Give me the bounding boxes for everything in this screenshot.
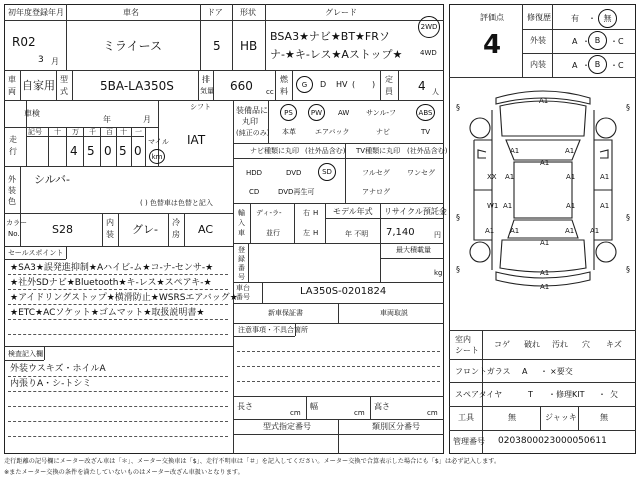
equip-aw: AW	[338, 109, 350, 117]
tv-analog: アナログ	[362, 188, 390, 196]
nav-cd: CD	[249, 188, 260, 196]
mileage-digit-1: 4	[70, 144, 78, 158]
tv-type-header: TV種類に丸印	[356, 147, 401, 155]
capacity-value: 4	[418, 79, 426, 93]
ext-grade-dot-1: ・	[582, 37, 590, 46]
spare-none: 欠	[610, 390, 618, 399]
interior-label-2: 装	[106, 230, 114, 239]
chassis-label-2: 番号	[236, 293, 250, 301]
import-rh-1: 右	[303, 209, 310, 217]
equipment-sub: (純正のみ)	[236, 129, 270, 137]
footer-note-2: ※またメーター交換の条件を満たしていないものはメーター改ざん車扱いとなります。	[4, 469, 244, 476]
fuel-label-1: 燃	[280, 75, 288, 84]
model-year-label: モデル年式	[333, 207, 373, 216]
spare-kit: 修理KIT	[556, 390, 585, 399]
nav-sd: SD	[322, 168, 332, 176]
repair-label: 修復歴	[527, 13, 551, 22]
drive-2wd: 2WD	[420, 23, 438, 31]
type-label-2: 式	[60, 87, 68, 96]
inspector-report-line-1: 外装ウスキズ・ホイルA	[10, 364, 106, 374]
diagram-mark-2: A1	[510, 147, 520, 155]
diagram-mark-8: A1	[503, 202, 513, 210]
length-unit: cm	[290, 409, 301, 417]
fuel-hv: HV	[336, 80, 348, 89]
ext-color: シルバ-	[34, 173, 70, 186]
sales-points-title: セールスポイント	[8, 249, 64, 257]
repair-no: 無	[603, 14, 612, 23]
equipment-title-2: 丸印	[242, 117, 258, 126]
displacement-label-1: 排	[202, 75, 210, 84]
displacement-value: 660	[230, 79, 253, 93]
notes-title: 注意事項・不具合箇所	[238, 326, 308, 334]
equip-ps: PS	[284, 108, 293, 117]
int-grade-b-circle	[588, 55, 607, 74]
spare-dot-2: ・	[598, 390, 606, 399]
color-no-label-2: No.	[8, 230, 20, 238]
side-marker-5: §	[456, 265, 460, 274]
mileage-col-5: 十	[120, 128, 127, 136]
mgmt-label: 管理番号	[453, 437, 485, 446]
inspection-year-unit: 年	[103, 115, 111, 124]
ext-grade-c: C	[618, 37, 624, 46]
width-label: 幅	[310, 402, 318, 411]
int-grade-b: B	[594, 60, 601, 69]
tv-oneseg: ワンセグ	[407, 169, 435, 177]
vehicle-row-label-1: 車	[8, 75, 16, 84]
capacity-label-2: 員	[385, 87, 393, 96]
seat-opt-hole: 穴	[582, 340, 590, 349]
spare-label: スペアタイヤ	[455, 390, 503, 399]
mileage-col-1: 十	[54, 128, 61, 136]
interior-label-1: 内	[106, 218, 114, 227]
grade-line-1: BSA3★ナビ★BT★FRソ	[270, 30, 390, 43]
ext-grade-b-circle	[588, 31, 607, 50]
diagram-mark-16: A1	[485, 227, 495, 235]
equip-airbag: エアバック	[315, 128, 350, 136]
mileage-label-2: 行	[9, 147, 17, 156]
int-grade-dot-1: ・	[582, 61, 590, 70]
vehicle-use: 自家用	[22, 79, 55, 92]
sales-point-4: ★ETC★ACソケット★ゴムマット★取扱説明書★	[10, 308, 205, 318]
diagram-mark-7: A1	[600, 173, 610, 181]
seat-opt-stain: 汚れ	[552, 340, 568, 349]
tv-fullseg: フルセグ	[362, 169, 390, 177]
int-grade-a: A	[572, 61, 578, 70]
equipment-title-1: 装備品に	[236, 106, 268, 115]
equip-pw-circle	[308, 104, 325, 121]
first-reg-label: 初年度登録年月	[8, 8, 64, 17]
reg-number-label-1: 登	[238, 246, 245, 254]
reg-month-unit: 月	[51, 57, 59, 66]
color-no-label: カラー	[6, 219, 27, 227]
mileage-col-2: 万	[72, 128, 79, 136]
diagram-mark-1: A1	[539, 97, 549, 105]
tv-type-header-sub: (社外品含む)	[407, 147, 448, 155]
mileage-unit-mile: マイル	[148, 138, 169, 146]
mgmt-value: 0203800023000050611	[498, 436, 607, 446]
ext-label-3: 色	[8, 197, 16, 206]
import-label-3: 車	[238, 229, 245, 237]
footer-note-1: 走行距離の記号欄にメーター改ざん車は「＊」、メーター交換車は「$」、走行不明車は「＃」を記入してください。メーター交換で合算表示した場合にも「$」は必ず記入します。	[4, 458, 501, 465]
width-unit: cm	[354, 409, 365, 417]
vehicle-row-label-2: 両	[8, 87, 16, 96]
equip-ps-circle	[280, 104, 297, 121]
equip-pw: PW	[310, 108, 323, 117]
mileage-label-1: 走	[9, 135, 17, 144]
fuel-paren-open: (	[352, 80, 356, 89]
jack-label: ジャッキ	[545, 413, 577, 422]
door-count: 5	[213, 39, 221, 53]
nav-dvd-play: DVD再生可	[278, 188, 315, 196]
spare-t: T	[528, 390, 533, 399]
side-marker-2: §	[626, 103, 630, 112]
equip-abs: ABS	[418, 108, 433, 117]
fuel-label-2: 料	[280, 87, 288, 96]
manual-label: 車両取説	[380, 309, 408, 317]
mileage-col-3: 千	[89, 128, 96, 136]
warranty-label: 新車保証書	[268, 309, 303, 317]
mileage-col-6: 一	[135, 128, 142, 136]
mileage-col-symbol: 記号	[28, 128, 42, 136]
tools-value: 無	[508, 413, 516, 422]
diagram-mark-12: XX	[487, 173, 497, 181]
import-label-1: 輸	[238, 209, 245, 217]
capacity-unit: 人	[432, 88, 439, 96]
diagram-mark-18: A1	[540, 269, 550, 277]
class-number-label: 類別区分番号	[372, 422, 420, 431]
ext-label-2: 装	[8, 186, 16, 195]
sales-point-3: ★アイドリングストップ★横滑防止★WSRSエアバッグ★	[10, 293, 238, 303]
score-label: 評価点	[480, 13, 504, 22]
grade-line-2: ナ-★キ-レス★Aストップ★	[270, 48, 403, 61]
ext-grade-b: B	[594, 36, 601, 45]
seat-opt-scratch: キズ	[606, 340, 622, 349]
car-name-label: 車名	[123, 8, 139, 17]
interior-grade-label: 内装	[530, 60, 546, 69]
drive-2wd-circle	[418, 16, 440, 38]
equip-sunroof: サンル-フ	[366, 109, 397, 117]
mileage-col-4: 百	[106, 128, 113, 136]
length-label: 長さ	[237, 402, 253, 411]
nav-hdd: HDD	[246, 169, 263, 177]
import-rh-2: H	[313, 209, 319, 217]
inspection-month-unit: 月	[143, 115, 151, 124]
import-label-2: 入	[238, 219, 245, 227]
reg-number-label-3: 番	[238, 264, 245, 272]
chassis-number: LA350S-0201824	[300, 286, 387, 297]
diagram-mark-11: A1	[540, 239, 550, 247]
seat-opt-burn: コゲ	[494, 340, 510, 349]
tools-label: 工具	[458, 413, 474, 422]
diagram-mark-17: A1	[590, 227, 600, 235]
ac-label-2: 房	[172, 230, 180, 239]
door-label: ドア	[207, 8, 223, 17]
inspection-label: 車検	[24, 109, 40, 118]
side-marker-6: §	[626, 265, 630, 274]
side-marker-1: §	[456, 103, 460, 112]
exterior-grade-label: 外装	[530, 36, 546, 45]
mileage-unit-km-circle	[149, 149, 165, 164]
diagram-mark-13: W1	[487, 202, 499, 210]
equip-airbag-circle	[308, 120, 346, 140]
capacity-label-1: 定	[385, 75, 393, 84]
equip-tv: TV	[421, 128, 431, 136]
ac-label-1: 冷	[172, 218, 180, 227]
import-dealer: ディ-ラ-	[256, 209, 282, 217]
type-code: 5BA-LA350S	[100, 79, 174, 93]
ext-grade-dot-2: ・	[610, 37, 618, 46]
seat-label-2: シート	[455, 346, 479, 355]
side-marker-4: §	[626, 213, 630, 222]
recycle-label: リサイクル預託金	[384, 207, 447, 216]
sales-point-1: ★SA3★誤発進抑制★Aハイビ-ム★コ-ナ-センサ-★	[10, 263, 214, 273]
ac-value: AC	[198, 223, 214, 236]
ext-label-1: 外	[8, 175, 16, 184]
front-glass-a: A	[522, 367, 528, 376]
front-glass-label: フロントガラス	[455, 367, 511, 376]
diagram-mark-10: A1	[600, 202, 610, 210]
nav-type-header-sub: (社外品含む)	[305, 147, 346, 155]
nav-type-header: ナビ種類に丸印	[250, 147, 299, 155]
mileage-unit-km: km	[151, 152, 163, 161]
drive-4wd: 4WD	[420, 49, 437, 57]
fuel-g: G	[301, 80, 308, 89]
side-marker-3: §	[456, 213, 460, 222]
sales-point-2: ★社外SDナビ★Bluetooth★キ-レス★スペアキ-★	[10, 278, 212, 288]
nav-dvd: DVD	[286, 169, 302, 177]
body-shape: HB	[240, 39, 258, 53]
reg-number-label-2: 録	[238, 255, 245, 263]
height-label: 高さ	[374, 402, 390, 411]
seat-opt-tear: 破れ	[524, 340, 540, 349]
reg-number-label-4: 号	[238, 273, 245, 281]
diagram-mark-9: A1	[566, 202, 576, 210]
front-glass-replace: ×要交	[550, 367, 573, 376]
repair-no-circle	[598, 9, 617, 28]
jack-value: 無	[600, 413, 608, 422]
repair-dot: ・	[588, 14, 596, 23]
equip-abs-circle	[416, 104, 435, 121]
type-label-1: 型	[60, 75, 68, 84]
shift-label: シフト	[190, 103, 211, 111]
ext-color-note: ( ) 色替車は色替と記入	[140, 199, 213, 207]
max-load-label: 最大積載量	[396, 246, 431, 254]
import-parallel: 並行	[266, 229, 280, 237]
front-glass-dot: ・	[540, 367, 548, 376]
mileage-digit-2: 5	[87, 144, 95, 158]
diagram-mark-5: A1	[505, 173, 515, 181]
reg-year: R02	[12, 35, 36, 49]
recycle-unit: 円	[434, 231, 441, 239]
ext-grade-a: A	[572, 37, 578, 46]
equip-navi: ナビ	[376, 128, 390, 136]
inspector-report-line-2: 内張りA・シ-トシミ	[10, 379, 92, 389]
fuel-g-circle	[296, 76, 313, 93]
height-unit: cm	[427, 409, 438, 417]
inspector-report-title: 検査記入欄	[8, 350, 43, 358]
spare-dot-1: ・	[548, 390, 556, 399]
fuel-paren-close: )	[372, 80, 376, 89]
diagram-mark-4: A1	[540, 159, 550, 167]
max-load-unit: kg	[434, 269, 443, 277]
type-approval-label: 型式指定番号	[263, 422, 311, 431]
seat-label-1: 室内	[455, 335, 471, 344]
model-year-value: 年 不明	[345, 230, 369, 238]
mileage-digit-4: 5	[119, 144, 127, 158]
interior-color: グレ-	[132, 223, 158, 236]
displacement-unit: cc	[266, 88, 274, 96]
chassis-label-1: 車台	[236, 284, 250, 292]
score-value: 4	[483, 30, 502, 60]
equip-leather: 本革	[282, 128, 296, 136]
diagram-mark-19: A1	[540, 283, 550, 291]
mileage-digit-3: 0	[104, 144, 112, 158]
repair-yes: 有	[571, 14, 579, 23]
diagram-mark-6: A1	[566, 173, 576, 181]
displacement-label-2: 気量	[200, 87, 214, 95]
grade-label: グレード	[325, 8, 357, 17]
shape-label: 形状	[240, 8, 256, 17]
recycle-value: 7,140	[386, 227, 415, 238]
fuel-d: D	[320, 80, 327, 89]
reg-month: 3	[38, 55, 44, 65]
import-lh-2: H	[313, 229, 319, 237]
diagram-mark-14: A1	[510, 227, 520, 235]
int-grade-dot-2: ・	[610, 61, 618, 70]
shift-value: IAT	[187, 133, 206, 147]
car-name: ミライース	[103, 39, 163, 53]
import-lh-1: 左	[303, 229, 310, 237]
nav-sd-circle	[318, 163, 336, 181]
color-no: S28	[52, 223, 73, 236]
int-grade-c: C	[618, 61, 624, 70]
mileage-digit-5: 0	[134, 144, 142, 158]
diagram-mark-3: A1	[565, 147, 575, 155]
diagram-mark-15: A1	[565, 227, 575, 235]
